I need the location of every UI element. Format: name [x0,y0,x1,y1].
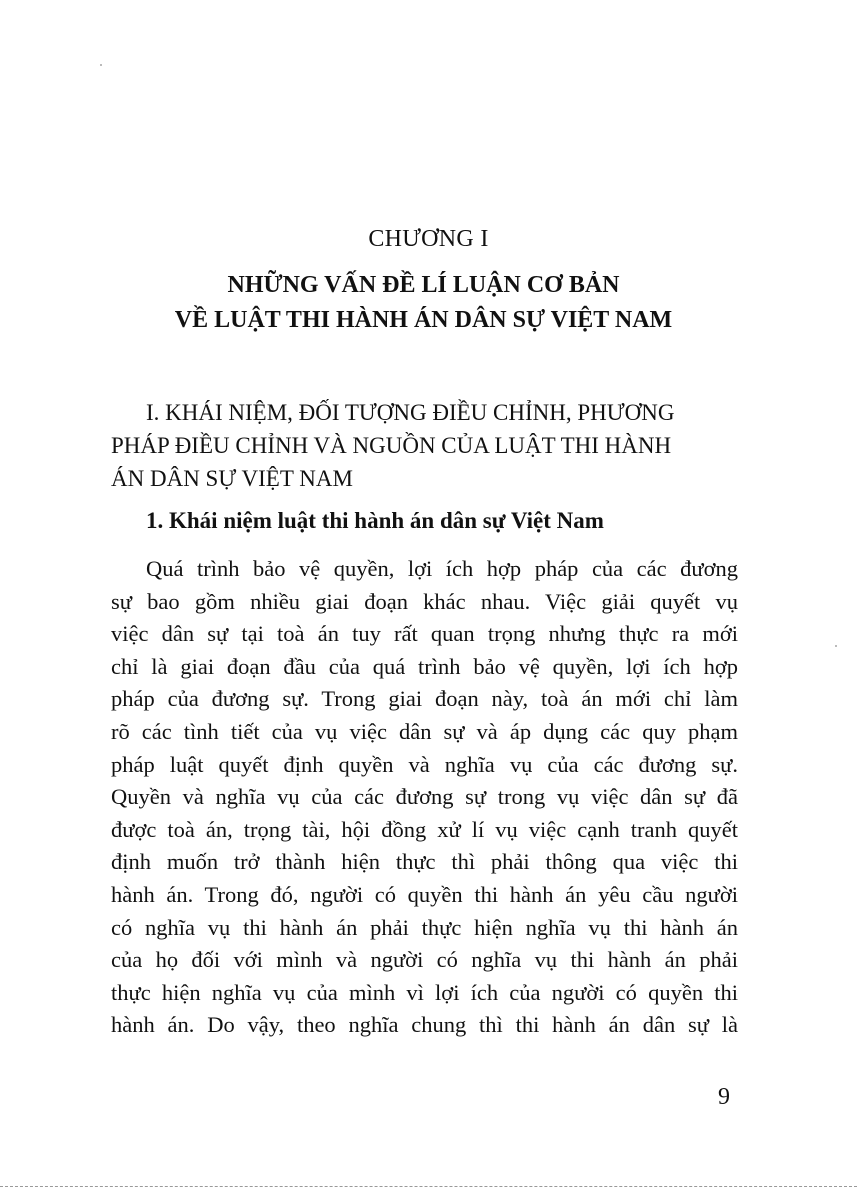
paragraph-line: được toà án, trọng tài, hội đồng xử lí vụ việc cạnh tranh quyết [111,816,738,842]
paragraph-line: định muốn trở thành hiện thực thì phải thông qua việc thi [111,849,738,875]
page-bottom-edge [0,1186,857,1187]
paragraph-line: thực hiện nghĩa vụ của mình vì lợi ích của người có quyền thi [111,979,738,1005]
paragraph-line: chỉ là giai đoạn đầu của quá trình bảo vệ quyền, lợi ích hợp [111,653,738,679]
paragraph-line: có nghĩa vụ thi hành án phải thực hiện nghĩa vụ thi hành án [111,914,738,940]
paragraph-line: Quá trình bảo vệ quyền, lợi ích hợp pháp của các đương [146,556,738,581]
subsection-heading: 1. Khái niệm luật thi hành án dân sự Việt Nam [146,508,604,533]
chapter-label: CHƯƠNG I [368,226,489,252]
paragraph-line: rõ các tình tiết của vụ việc dân sự và áp dụng các quy phạm [111,718,738,744]
scan-speck [100,64,102,66]
section-heading-line: I. KHÁI NIỆM, ĐỐI TƯỢNG ĐIỀU CHỈNH, PHƯƠNG [146,400,675,425]
chapter-title-line-1: NHỮNG VẤN ĐỀ LÍ LUẬN CƠ BẢN [227,272,620,298]
paragraph-line: hành án. Trong đó, người có quyền thi hành án yêu cầu người [111,881,738,907]
scan-speck [835,645,837,647]
body-paragraph [111,553,738,1042]
paragraph-line: hành án. Do vậy, theo nghĩa chung thì thi hành án dân sự là [111,1012,738,1038]
paragraph-line: pháp của đương sự. Trong giai đoạn này, toà án mới chỉ làm [111,686,738,712]
section-heading [111,396,738,495]
paragraph-line: việc dân sự tại toà án tuy rất quan trọng nhưng thực ra mới [111,621,738,647]
paragraph-line: của họ đối với mình và người có nghĩa vụ thi hành án phải [111,947,738,973]
section-heading-line: ÁN DÂN SỰ VIỆT NAM [111,466,353,491]
paragraph-line: sự bao gồm nhiều giai đoạn khác nhau. Việc giải quyết vụ [111,588,738,614]
page-number: 9 [718,1084,730,1110]
chapter-title-line-2: VỀ LUẬT THI HÀNH ÁN DÂN SỰ VIỆT NAM [174,307,673,333]
section-heading-line: PHÁP ĐIỀU CHỈNH VÀ NGUỒN CỦA LUẬT THI HÀNH [111,433,672,458]
paragraph-line: pháp luật quyết định quyền và nghĩa vụ của các đương sự. [111,751,738,777]
paragraph-line: Quyền và nghĩa vụ của các đương sự trong vụ việc dân sự đã [111,784,738,810]
